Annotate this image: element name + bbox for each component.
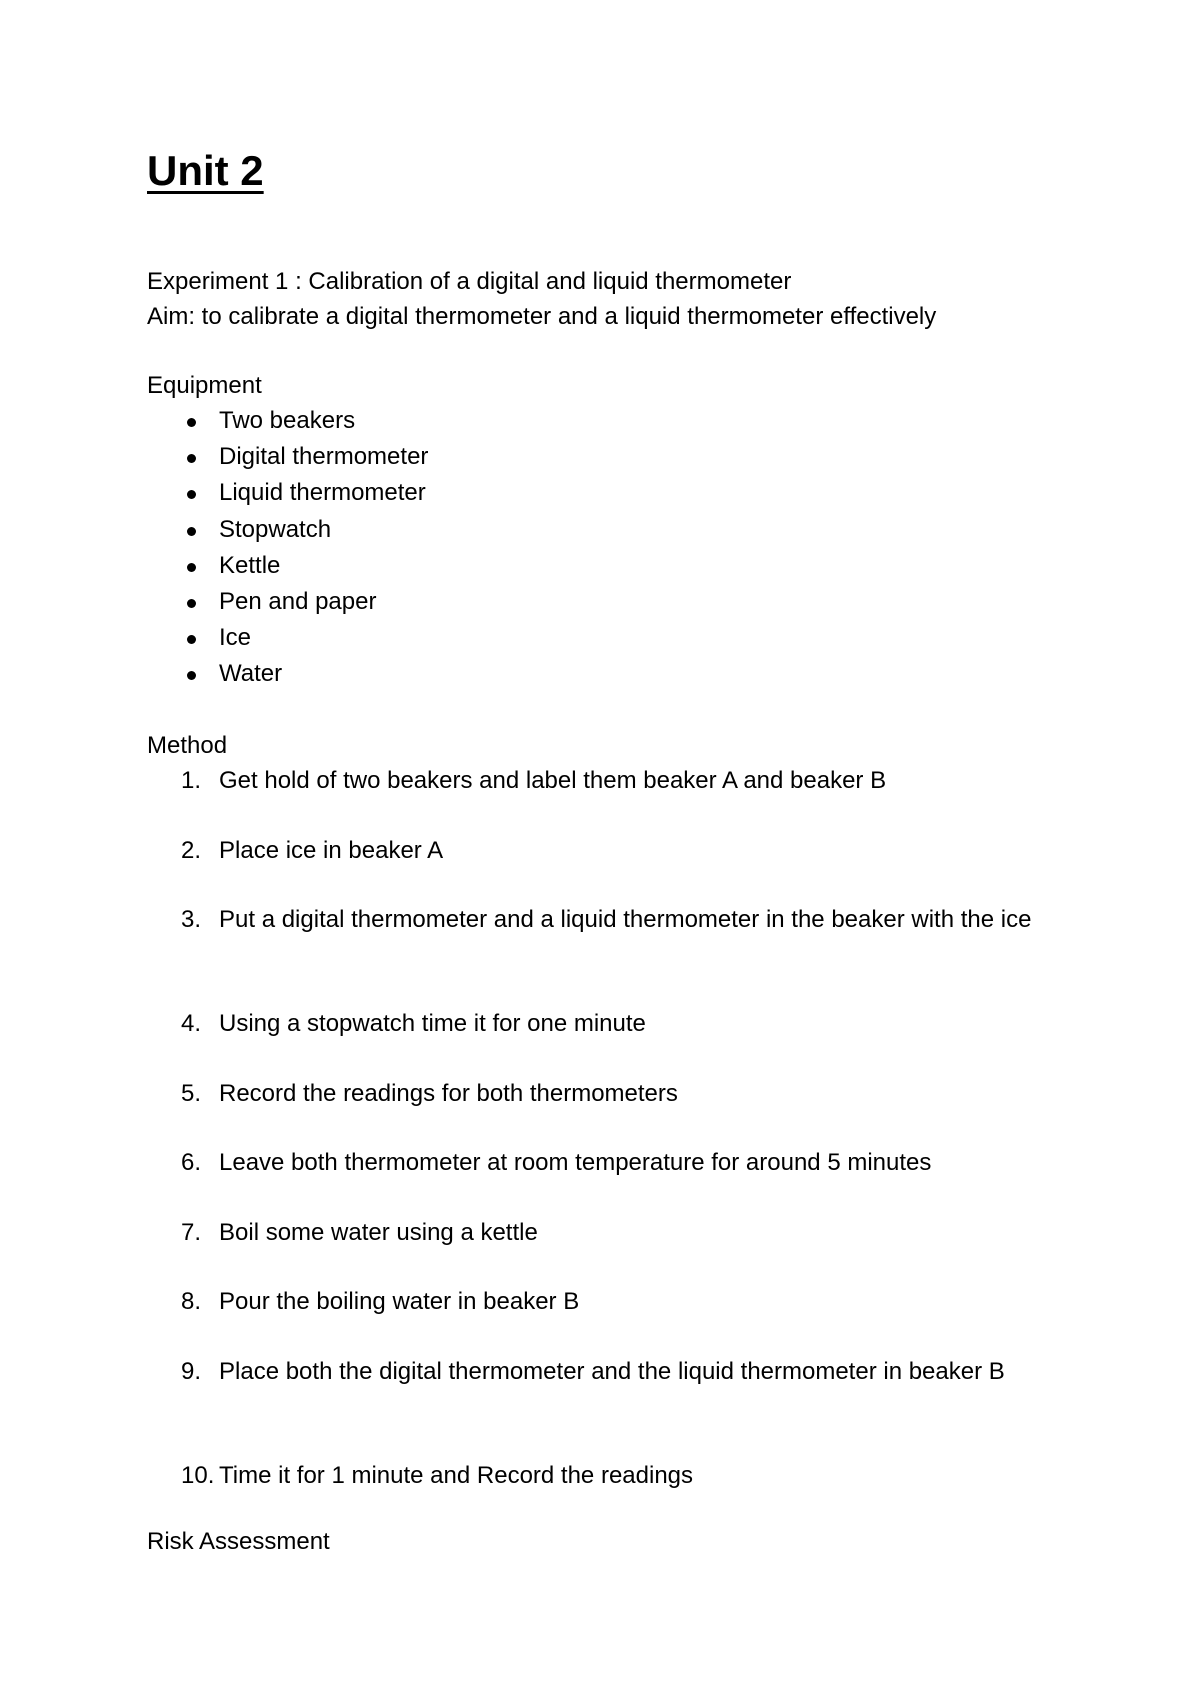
method-step: 3. Put a digital thermometer and a liquid thermometer in the beaker with the ice (181, 906, 1032, 933)
bullet-icon (187, 454, 196, 463)
method-step: 6. Leave both thermometer at room temperature for around 5 minutes (181, 1149, 932, 1176)
experiment-line: Experiment 1 : Calibration of a digital and liquid thermometer (147, 268, 792, 295)
method-step: 7. Boil some water using a kettle (181, 1219, 538, 1246)
bullet-icon (187, 563, 196, 572)
method-step: 9. Place both the digital thermometer and the liquid thermometer in beaker B (181, 1358, 1005, 1385)
risk-heading: Risk Assessment (147, 1528, 330, 1555)
method-step: 4. Using a stopwatch time it for one minute (181, 1010, 646, 1037)
method-heading: Method (147, 732, 228, 759)
method-step: 10. Time it for 1 minute and Record the readings (181, 1462, 694, 1489)
bullet-icon (187, 527, 196, 536)
method-step: 5. Record the readings for both thermometers (181, 1080, 678, 1107)
aim-line: Aim: to calibrate a digital thermometer and a liquid thermometer effectively (147, 303, 937, 330)
equipment-heading: Equipment (147, 372, 262, 399)
method-step: 1. Get hold of two beakers and label them beaker A and beaker B (181, 767, 887, 794)
method-step: 2. Place ice in beaker A (181, 837, 444, 864)
method-step: 8. Pour the boiling water in beaker B (181, 1288, 580, 1315)
bullet-icon (187, 635, 196, 644)
bullet-icon (187, 418, 196, 427)
page-title: Unit 2 (147, 147, 264, 194)
bullet-icon (187, 599, 196, 608)
bullet-icon (187, 490, 196, 499)
bullet-icon (187, 671, 196, 680)
document-page: Unit 2 Experiment 1 : Calibration of a digital and liquid thermometer Aim: to calibrate a digital thermometer and a liquid thermometer effectively Equipment Two beakers Digital thermometer Liquid thermometer Stopwatch Kettle Pen and paper Ice Water Method 1. Get hold of two beakers and label them beaker A and beaker B 2. Place ice in beaker A 3. Put a digital thermometer and a liquid thermometer in the beaker with the ice 4. Using a stopwatch time it for one minute 5. Record the readings for both thermometers 6. Leave both thermometer at room temperature for around 5 minutes 7. Boil some water using a kettle 8. Pour the boiling water in beaker B 9. Place both the digital thermometer and the liquid thermometer in beaker B 10. Time it for 1 minute and Record the readings Risk Assessment (0, 0, 1200, 1696)
